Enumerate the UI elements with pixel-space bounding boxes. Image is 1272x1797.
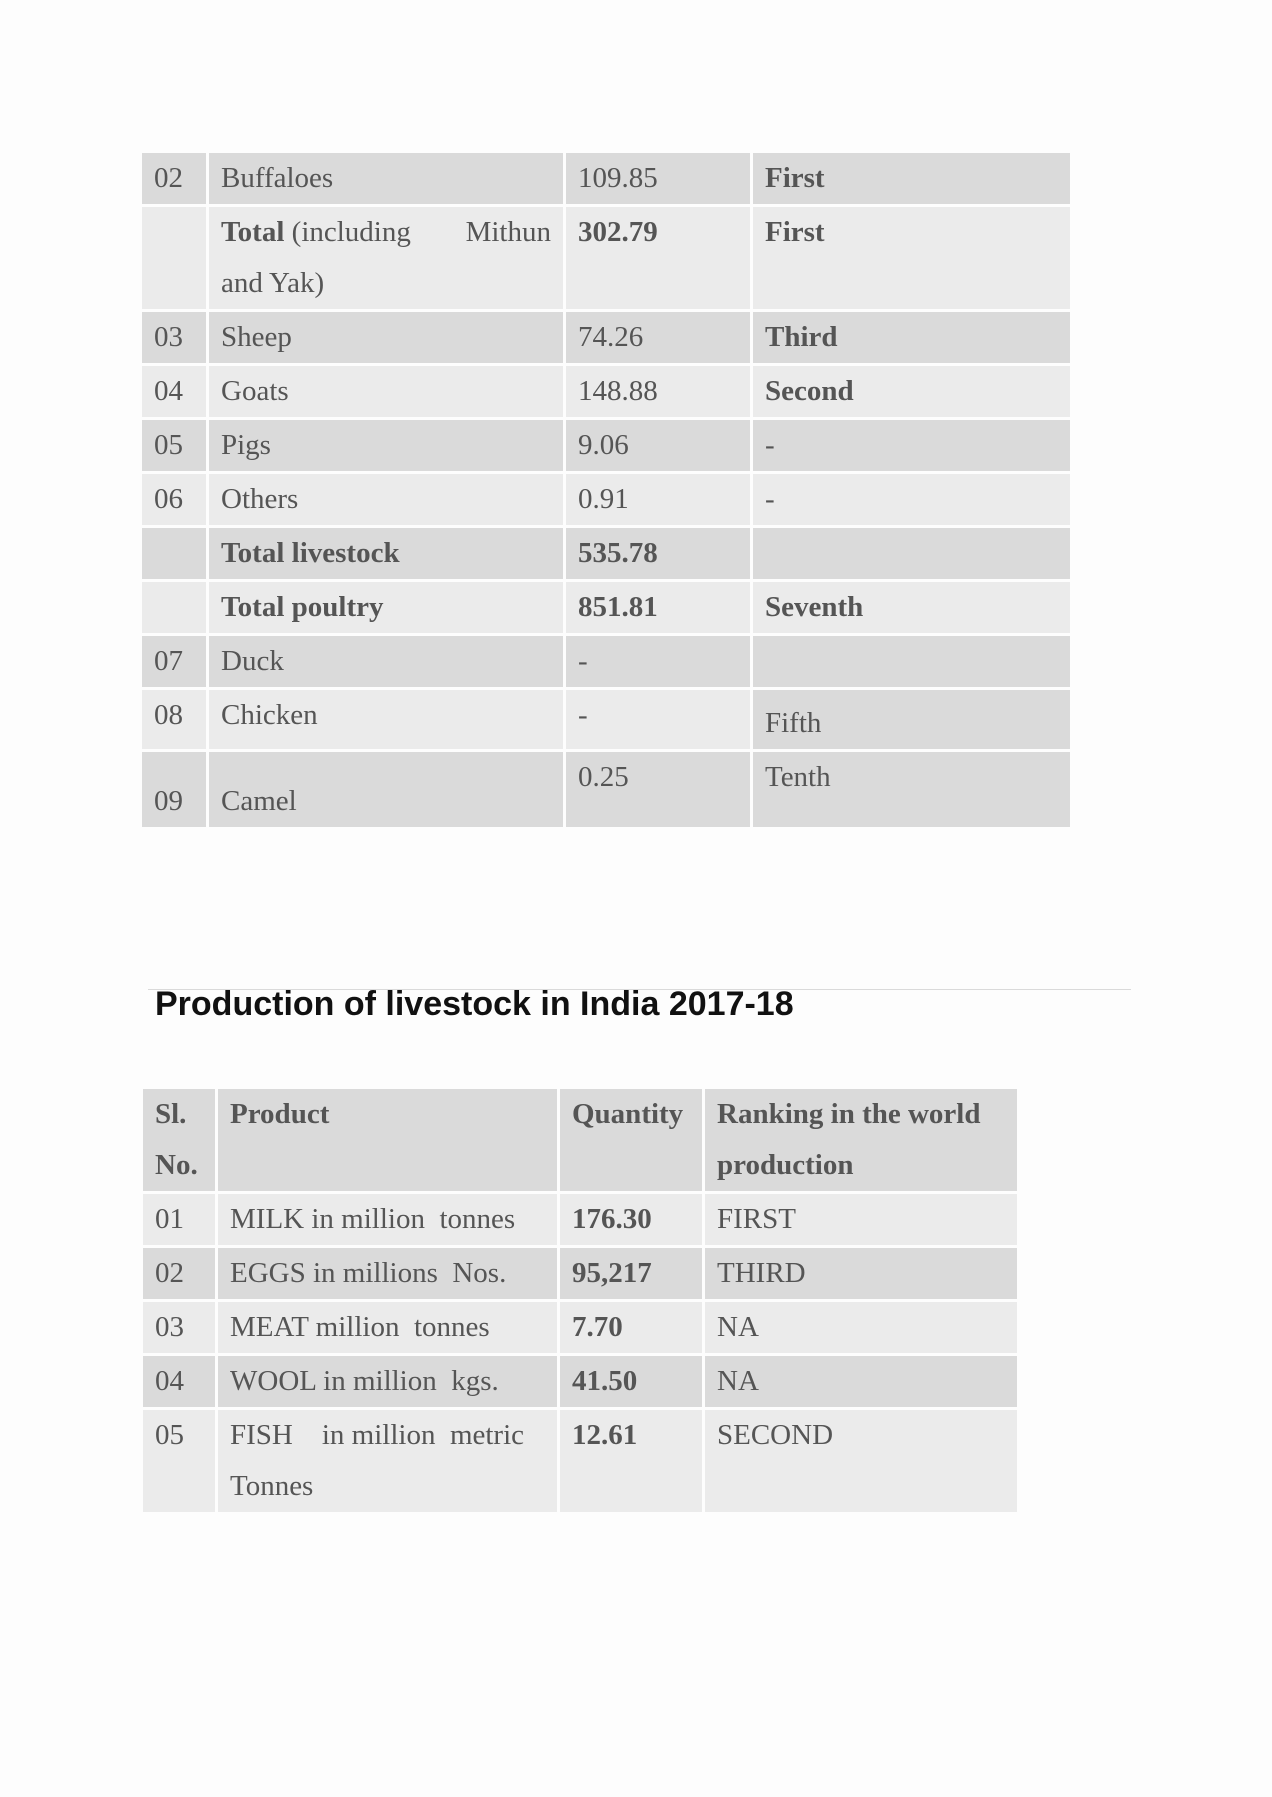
table-row [142,1247,1019,1301]
row-product-line-2: Tonnes [230,1470,314,1502]
row-value: 0.91 [565,473,752,527]
header-ranking-line-2: production [717,1149,854,1181]
row-rank: SECOND [704,1409,1019,1514]
row-value: - [565,635,752,689]
row-rank: Second [752,365,1072,419]
row-number: 06 [141,473,208,527]
livestock-population-table [139,150,1073,830]
row-quantity: 176.30 [559,1193,704,1247]
row-rank: First [752,206,1072,311]
row-value: 0.25 [565,751,752,829]
row-product: MEAT million tonnes [217,1301,559,1355]
row-name-rest-2: Mithun [465,216,551,248]
row-value: 851.81 [565,581,752,635]
row-value: 302.79 [565,206,752,311]
table-row [141,527,1072,581]
header-quantity: Quantity [559,1088,704,1193]
row-rank: Seventh [752,581,1072,635]
row-rank: Tenth [752,751,1072,829]
row-name: Others [208,473,565,527]
row-name: Goats [208,365,565,419]
row-rank: Third [752,311,1072,365]
row-product-line-1: FISH in million metric [230,1419,525,1451]
row-value: 74.26 [565,311,752,365]
table-row [141,689,1072,751]
row-number: 04 [141,365,208,419]
table-header-row [142,1088,1019,1193]
table-row [141,751,1072,829]
table-row [141,311,1072,365]
row-name: Pigs [208,419,565,473]
row-number [141,527,208,581]
row-quantity: 12.61 [559,1409,704,1514]
row-rank: THIRD [704,1247,1019,1301]
table-row [142,1301,1019,1355]
table-row [141,419,1072,473]
row-product [217,1409,559,1514]
row-value: 9.06 [565,419,752,473]
row-value: 109.85 [565,152,752,206]
table-row [141,365,1072,419]
row-number [141,206,208,311]
row-name: Sheep [208,311,565,365]
table-row [141,581,1072,635]
table-row [141,152,1072,206]
table-row [141,473,1072,527]
header-no: No. [155,1149,198,1181]
row-quantity: 41.50 [559,1355,704,1409]
row-number: 02 [141,152,208,206]
row-rank: First [752,152,1072,206]
production-table [140,1086,1020,1515]
row-name: Total poultry [208,581,565,635]
row-product: EGGS in millions Nos. [217,1247,559,1301]
row-number: 08 [141,689,208,751]
row-name: Chicken [208,689,565,751]
row-name: Camel [208,751,565,829]
row-value: 535.78 [565,527,752,581]
row-number: 05 [141,419,208,473]
row-number: 03 [141,311,208,365]
row-rank: - [752,419,1072,473]
row-number: 05 [142,1409,217,1514]
row-name: Total livestock [208,527,565,581]
row-name-bold: Total [221,216,285,248]
row-product: WOOL in million kgs. [217,1355,559,1409]
row-rank: NA [704,1355,1019,1409]
row-rank: FIRST [704,1193,1019,1247]
table-row [142,1193,1019,1247]
row-rank: - [752,473,1072,527]
section-heading: Production of livestock in India 2017-18 [155,985,794,1023]
header-sl: Sl. [155,1098,187,1130]
row-number: 03 [142,1301,217,1355]
header-ranking-line-1: Ranking in the world [717,1098,981,1130]
row-value: - [565,689,752,751]
table-row [142,1355,1019,1409]
table-row [142,1409,1019,1514]
row-rank: Fifth [752,689,1072,751]
row-rank [752,527,1072,581]
row-quantity: 95,217 [559,1247,704,1301]
row-name: Duck [208,635,565,689]
header-ranking [704,1088,1019,1193]
table-row [141,206,1072,311]
row-rank: NA [704,1301,1019,1355]
row-name [208,206,565,311]
row-name: Buffaloes [208,152,565,206]
row-number: 09 [141,751,208,829]
table-row [141,635,1072,689]
row-number: 01 [142,1193,217,1247]
row-name-rest: (including [291,216,411,248]
row-number: 02 [142,1247,217,1301]
row-name-line-2: and Yak) [221,267,325,299]
row-number: 07 [141,635,208,689]
row-rank [752,635,1072,689]
header-product: Product [217,1088,559,1193]
row-quantity: 7.70 [559,1301,704,1355]
header-sl-no [142,1088,217,1193]
row-number: 04 [142,1355,217,1409]
row-value: 148.88 [565,365,752,419]
row-number [141,581,208,635]
row-product: MILK in million tonnes [217,1193,559,1247]
